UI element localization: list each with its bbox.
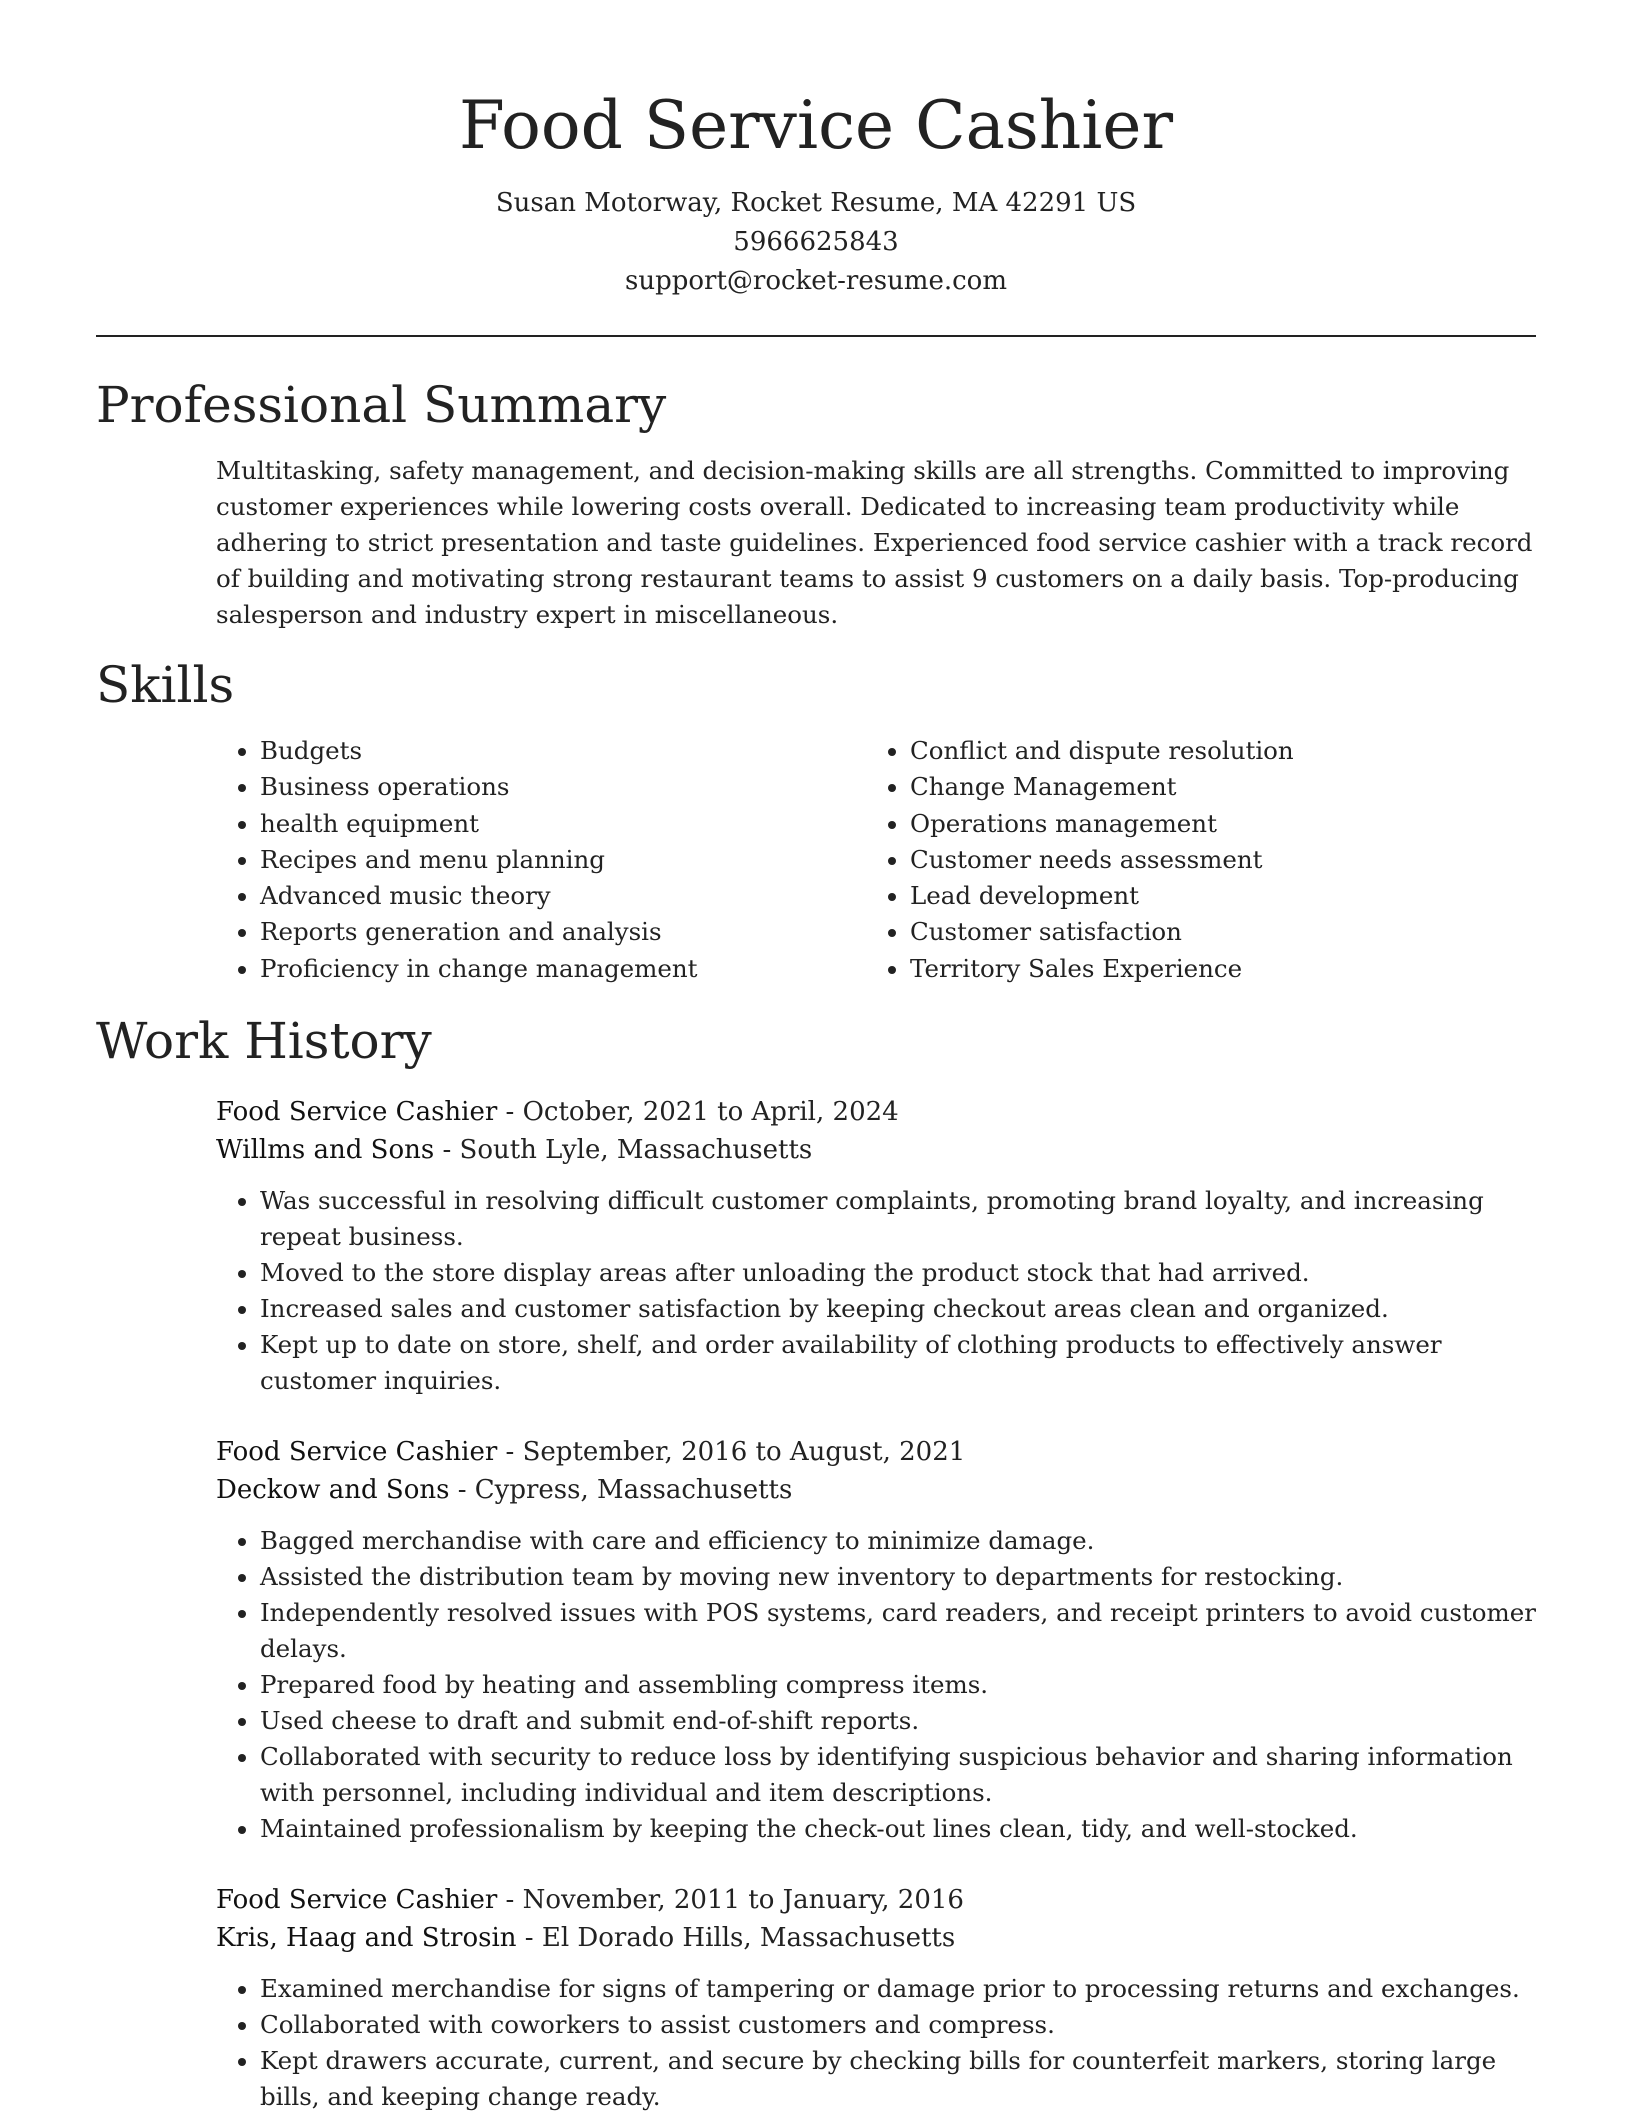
job-bullet: • Assisted the distribution team by moving new inventory to departments for restocking. <box>260 1559 1536 1595</box>
job-dates: - October, 2021 to April, 2024 <box>497 1097 899 1128</box>
skill-item: • Customer satisfaction <box>910 914 1516 950</box>
job-list <box>216 1093 1536 2115</box>
job-bullet: • Used cheese to draft and submit end-of-shift reports. <box>260 1703 1536 1739</box>
skill-item: • Advanced music theory <box>260 878 866 914</box>
contact-phone: 5966625843 <box>733 227 899 257</box>
job-bullet: • Kept drawers accurate, current, and secure by checking bills for counterfeit markers, storing large bills, and keeping change ready. <box>260 2043 1536 2115</box>
job-location: - El Dorado Hills, Massachusetts <box>516 1923 956 1954</box>
job-dates: - September, 2016 to August, 2021 <box>497 1437 966 1468</box>
job-company: Willms and Sons <box>216 1135 435 1166</box>
job-entry <box>216 1093 1536 1399</box>
contact-email: support@rocket-resume.com <box>624 266 1007 296</box>
work-heading: Work History <box>96 1012 432 1071</box>
job-company-line <box>216 1919 1536 1957</box>
candidate-title: Food Service Cashier <box>458 87 1174 164</box>
job-bullet: • Was successful in resolving difficult customer complaints, promoting brand loyalty, and increasing repeat business. <box>260 1183 1536 1255</box>
job-bullet: • Increased sales and customer satisfaction by keeping checkout areas clean and organized. <box>260 1291 1536 1327</box>
work-section <box>96 1011 1536 2115</box>
job-title-line <box>216 1093 1536 1131</box>
contact-block <box>96 184 1536 301</box>
job-bullets <box>216 1971 1536 2115</box>
skill-item: • Proficiency in change management <box>260 951 866 987</box>
skill-item: • Lead development <box>910 878 1516 914</box>
job-role: Food Service Cashier <box>216 1437 498 1468</box>
job-dates: - November, 2011 to January, 2016 <box>497 1885 964 1916</box>
contact-address: Susan Motorway, Rocket Resume, MA 42291 US <box>495 188 1137 218</box>
job-bullet: • Collaborated with coworkers to assist customers and compress. <box>260 2007 1536 2043</box>
job-location: - South Lyle, Massachusetts <box>434 1135 813 1166</box>
skill-item: • Conflict and dispute resolution <box>910 733 1516 769</box>
job-entry <box>216 1433 1536 1847</box>
skills-heading: Skills <box>96 656 235 714</box>
job-bullet: • Independently resolved issues with POS systems, card readers, and receipt printers to avoid customer delays. <box>260 1595 1536 1667</box>
skill-item: • Reports generation and analysis <box>260 914 866 950</box>
summary-text: Multitasking, safety management, and decision-making skills are all strengths. Committed to improving customer experiences while lowering costs overall. Dedicated to increasing team productivity while adhering to strict presentation and taste guidelines. Experienced food service cashier with a track record of building and motivating strong restaurant teams to assist 9 customers on a daily basis. Top-producing salesperson and industry expert in miscellaneous. <box>216 456 1533 629</box>
skill-item: • Business operations <box>260 769 866 805</box>
job-title-line <box>216 1433 1536 1471</box>
summary-heading: Professional Summary <box>96 376 667 434</box>
job-company: Deckow and Sons <box>216 1475 450 1506</box>
job-company: Kris, Haag and Strosin <box>216 1923 517 1954</box>
job-bullet: • Kept up to date on store, shelf, and order availability of clothing products to effectively answer customer inquiries. <box>260 1327 1536 1399</box>
job-bullet: • Maintained professionalism by keeping the check-out lines clean, tidy, and well-stocked. <box>260 1811 1536 1847</box>
job-bullets <box>216 1523 1536 1847</box>
skill-item: • Territory Sales Experience <box>910 951 1516 987</box>
job-role: Food Service Cashier <box>216 1097 498 1128</box>
job-title-line <box>216 1881 1536 1919</box>
summary-section <box>96 375 1536 633</box>
skill-item: • Budgets <box>260 733 866 769</box>
skills-list-right <box>866 733 1516 987</box>
job-company-line <box>216 1471 1536 1509</box>
header-divider <box>96 335 1536 337</box>
job-bullet: • Prepared food by heating and assembling compress items. <box>260 1667 1536 1703</box>
skill-item: • health equipment <box>260 806 866 842</box>
skill-item: • Customer needs assessment <box>910 842 1516 878</box>
job-bullets <box>216 1183 1536 1399</box>
job-bullet: • Bagged merchandise with care and efficiency to minimize damage. <box>260 1523 1536 1559</box>
skills-section <box>96 655 1536 987</box>
skills-list-left <box>216 733 866 987</box>
job-bullet: • Moved to the store display areas after unloading the product stock that had arrived. <box>260 1255 1536 1291</box>
skill-item: • Change Management <box>910 769 1516 805</box>
job-bullet: • Examined merchandise for signs of tampering or damage prior to processing returns and exchanges. <box>260 1971 1536 2007</box>
job-company-line <box>216 1131 1536 1169</box>
job-role: Food Service Cashier <box>216 1885 498 1916</box>
job-bullet: • Collaborated with security to reduce loss by identifying suspicious behavior and sharing information with personnel, including individual and item descriptions. <box>260 1739 1536 1811</box>
skill-item: • Recipes and menu planning <box>260 842 866 878</box>
skills-columns <box>216 733 1536 987</box>
resume-header <box>96 0 1536 301</box>
job-entry <box>216 1881 1536 2115</box>
job-location: - Cypress, Massachusetts <box>449 1475 793 1506</box>
skill-item: • Operations management <box>910 806 1516 842</box>
